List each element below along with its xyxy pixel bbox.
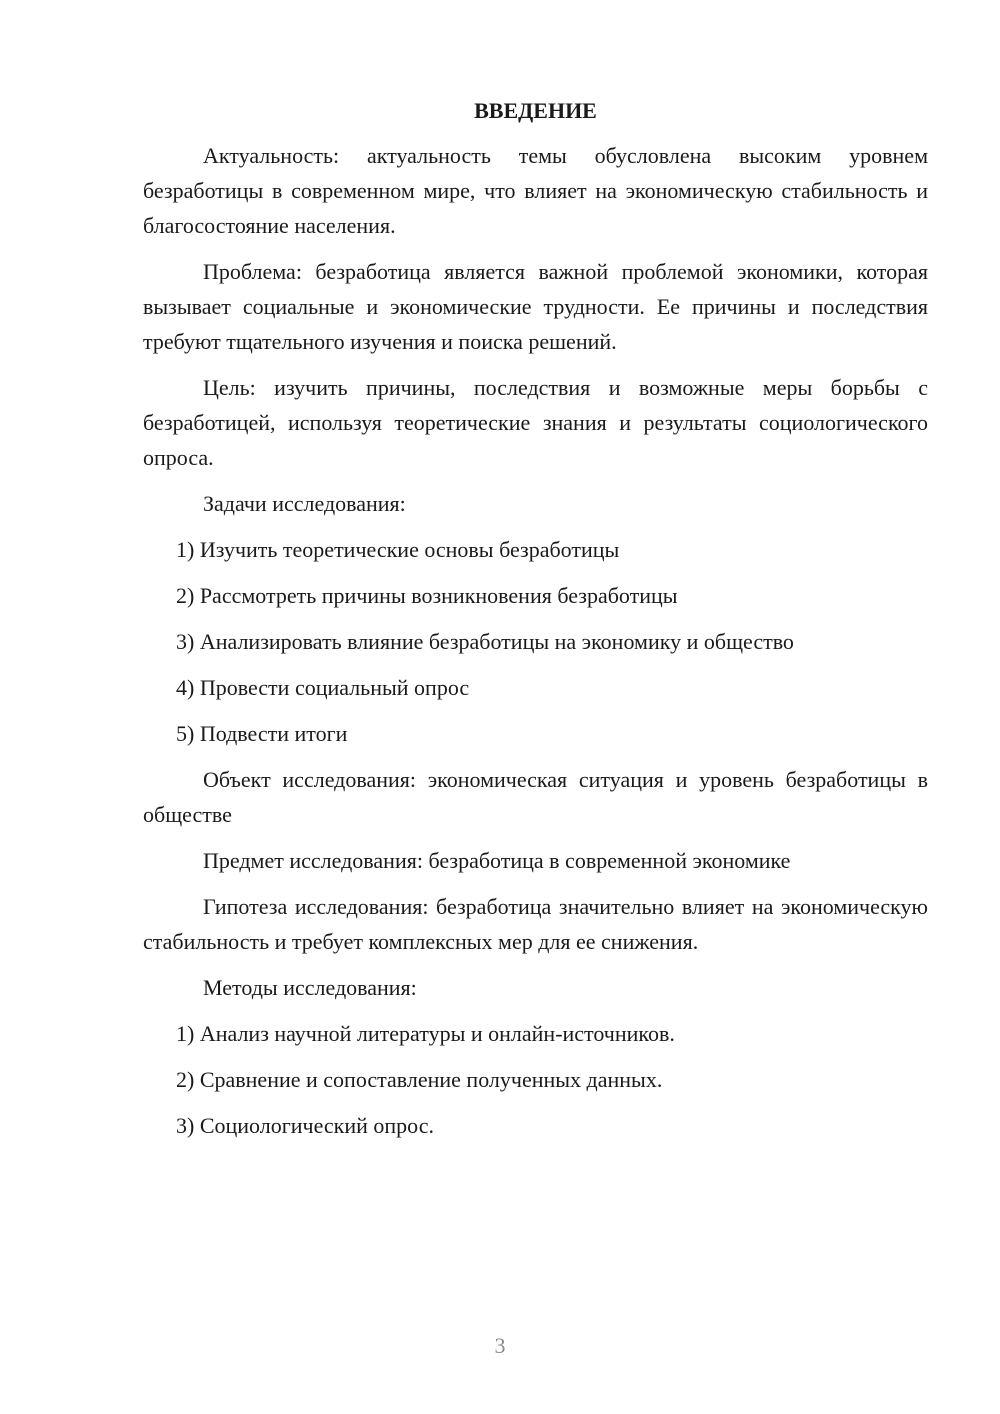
problem-paragraph: Проблема: безработица является важной проблемой экономики, которая вызывает социальные и экономические трудности. Ее причины и последствия требуют тщательного изучения и поиска решений. xyxy=(143,259,928,354)
list-item: 3) Анализировать влияние безработицы на экономику и общество xyxy=(176,629,794,654)
list-item: 1) Изучить теоретические основы безработицы xyxy=(176,537,620,562)
list-item: 4) Провести социальный опрос xyxy=(176,675,470,700)
relevance-paragraph: Актуальность: актуальность темы обусловлена высоким уровнем безработицы в современном мире, что влияет на экономическую стабильность и благосостояние населения. xyxy=(143,143,928,238)
page-number: 3 xyxy=(494,1333,506,1358)
list-item: 2) Сравнение и сопоставление полученных данных. xyxy=(176,1067,663,1092)
object-paragraph: Объект исследования: экономическая ситуация и уровень безработицы в обществе xyxy=(143,767,928,827)
list-item: 5) Подвести итоги xyxy=(176,721,348,746)
subject-paragraph: Предмет исследования: безработица в современной экономике xyxy=(203,848,791,873)
list-item: 1) Анализ научной литературы и онлайн-источников. xyxy=(176,1021,675,1046)
tasks-list xyxy=(143,532,928,751)
list-item: 3) Социологический опрос. xyxy=(176,1113,434,1138)
hypothesis-paragraph: Гипотеза исследования: безработица значительно влияет на экономическую стабильность и требует комплексных мер для ее снижения. xyxy=(143,894,928,954)
methods-heading: Методы исследования: xyxy=(203,975,417,1000)
tasks-heading: Задачи исследования: xyxy=(203,491,406,516)
section-title: ВВЕДЕНИЕ xyxy=(474,98,597,123)
list-item: 2) Рассмотреть причины возникновения безработицы xyxy=(176,583,678,608)
goal-paragraph: Цель: изучить причины, последствия и возможные меры борьбы с безработицей, используя теоретические знания и результаты социологического опроса. xyxy=(143,375,928,470)
methods-list xyxy=(143,1016,928,1143)
page-content xyxy=(143,93,928,1154)
